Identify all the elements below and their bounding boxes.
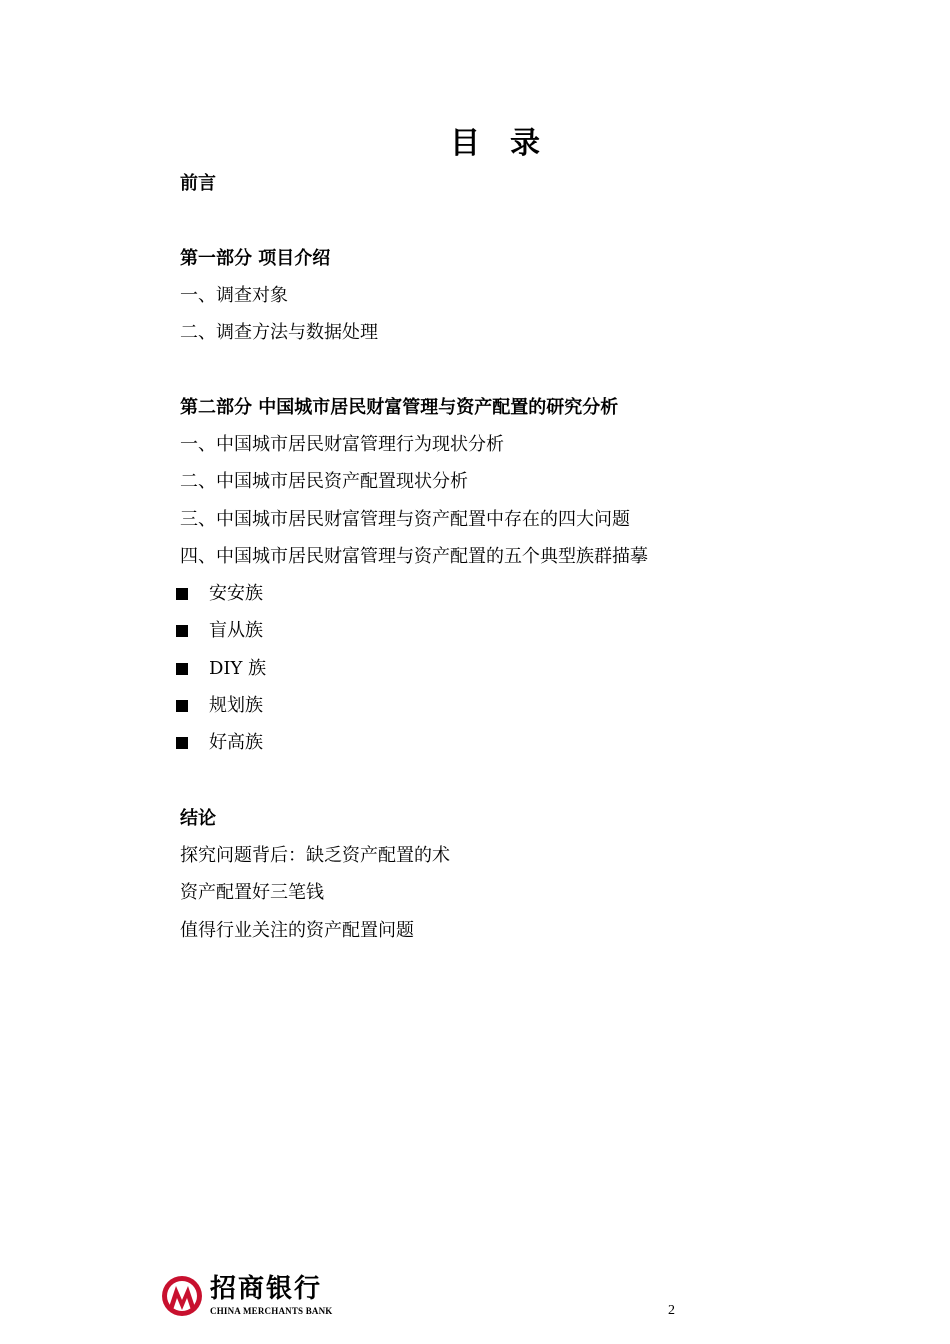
toc-bullet-item-2[interactable]: 盲从族: [209, 620, 263, 641]
title-part-2: 录: [510, 126, 540, 161]
toc-conclusion-item-1[interactable]: 探究问题背后：缺乏资产配置的术: [180, 845, 450, 866]
toc-bullet-item-1[interactable]: 安安族: [209, 583, 263, 604]
bullet-square-icon: [176, 625, 188, 637]
bank-logo-icon: [160, 1274, 204, 1318]
bullet-square-icon: [176, 737, 188, 749]
toc-conclusion-heading[interactable]: 结论: [180, 808, 216, 829]
bank-logo-english: CHINA MERCHANTS BANK: [210, 1306, 333, 1316]
toc-bullet-item-3[interactable]: DIY 族: [209, 658, 267, 679]
bullet-square-icon: [176, 588, 188, 600]
bank-logo-chinese: 招商银行: [210, 1274, 323, 1304]
toc-part-two-item-4[interactable]: 四、中国城市居民财富管理与资产配置的五个典型族群描摹: [180, 546, 648, 567]
bullet-square-icon: [176, 700, 188, 712]
toc-part-one-heading[interactable]: 第一部分 项目介绍: [180, 248, 331, 269]
toc-part-one-item-2[interactable]: 二、调查方法与数据处理: [180, 322, 378, 343]
title-part-1: 目: [450, 126, 480, 161]
toc-conclusion-item-2[interactable]: 资产配置好三笔钱: [180, 882, 324, 903]
toc-part-two-item-1[interactable]: 一、中国城市居民财富管理行为现状分析: [180, 434, 504, 455]
page-number: 2: [668, 1303, 675, 1318]
toc-part-two-item-2[interactable]: 二、中国城市居民资产配置现状分析: [180, 471, 468, 492]
bank-logo: [160, 1274, 340, 1320]
toc-part-one-item-1[interactable]: 一、调查对象: [180, 285, 288, 306]
toc-bullet-item-5[interactable]: 好高族: [209, 732, 263, 753]
toc-conclusion-item-3[interactable]: 值得行业关注的资产配置问题: [180, 920, 414, 941]
page-title: [0, 118, 950, 162]
toc-part-two-heading[interactable]: 第二部分 中国城市居民财富管理与资产配置的研究分析: [180, 397, 619, 418]
toc-preface[interactable]: 前言: [180, 173, 216, 194]
toc-part-two-item-3[interactable]: 三、中国城市居民财富管理与资产配置中存在的四大问题: [180, 509, 630, 530]
toc-bullet-item-4[interactable]: 规划族: [209, 695, 263, 716]
bullet-square-icon: [176, 663, 188, 675]
